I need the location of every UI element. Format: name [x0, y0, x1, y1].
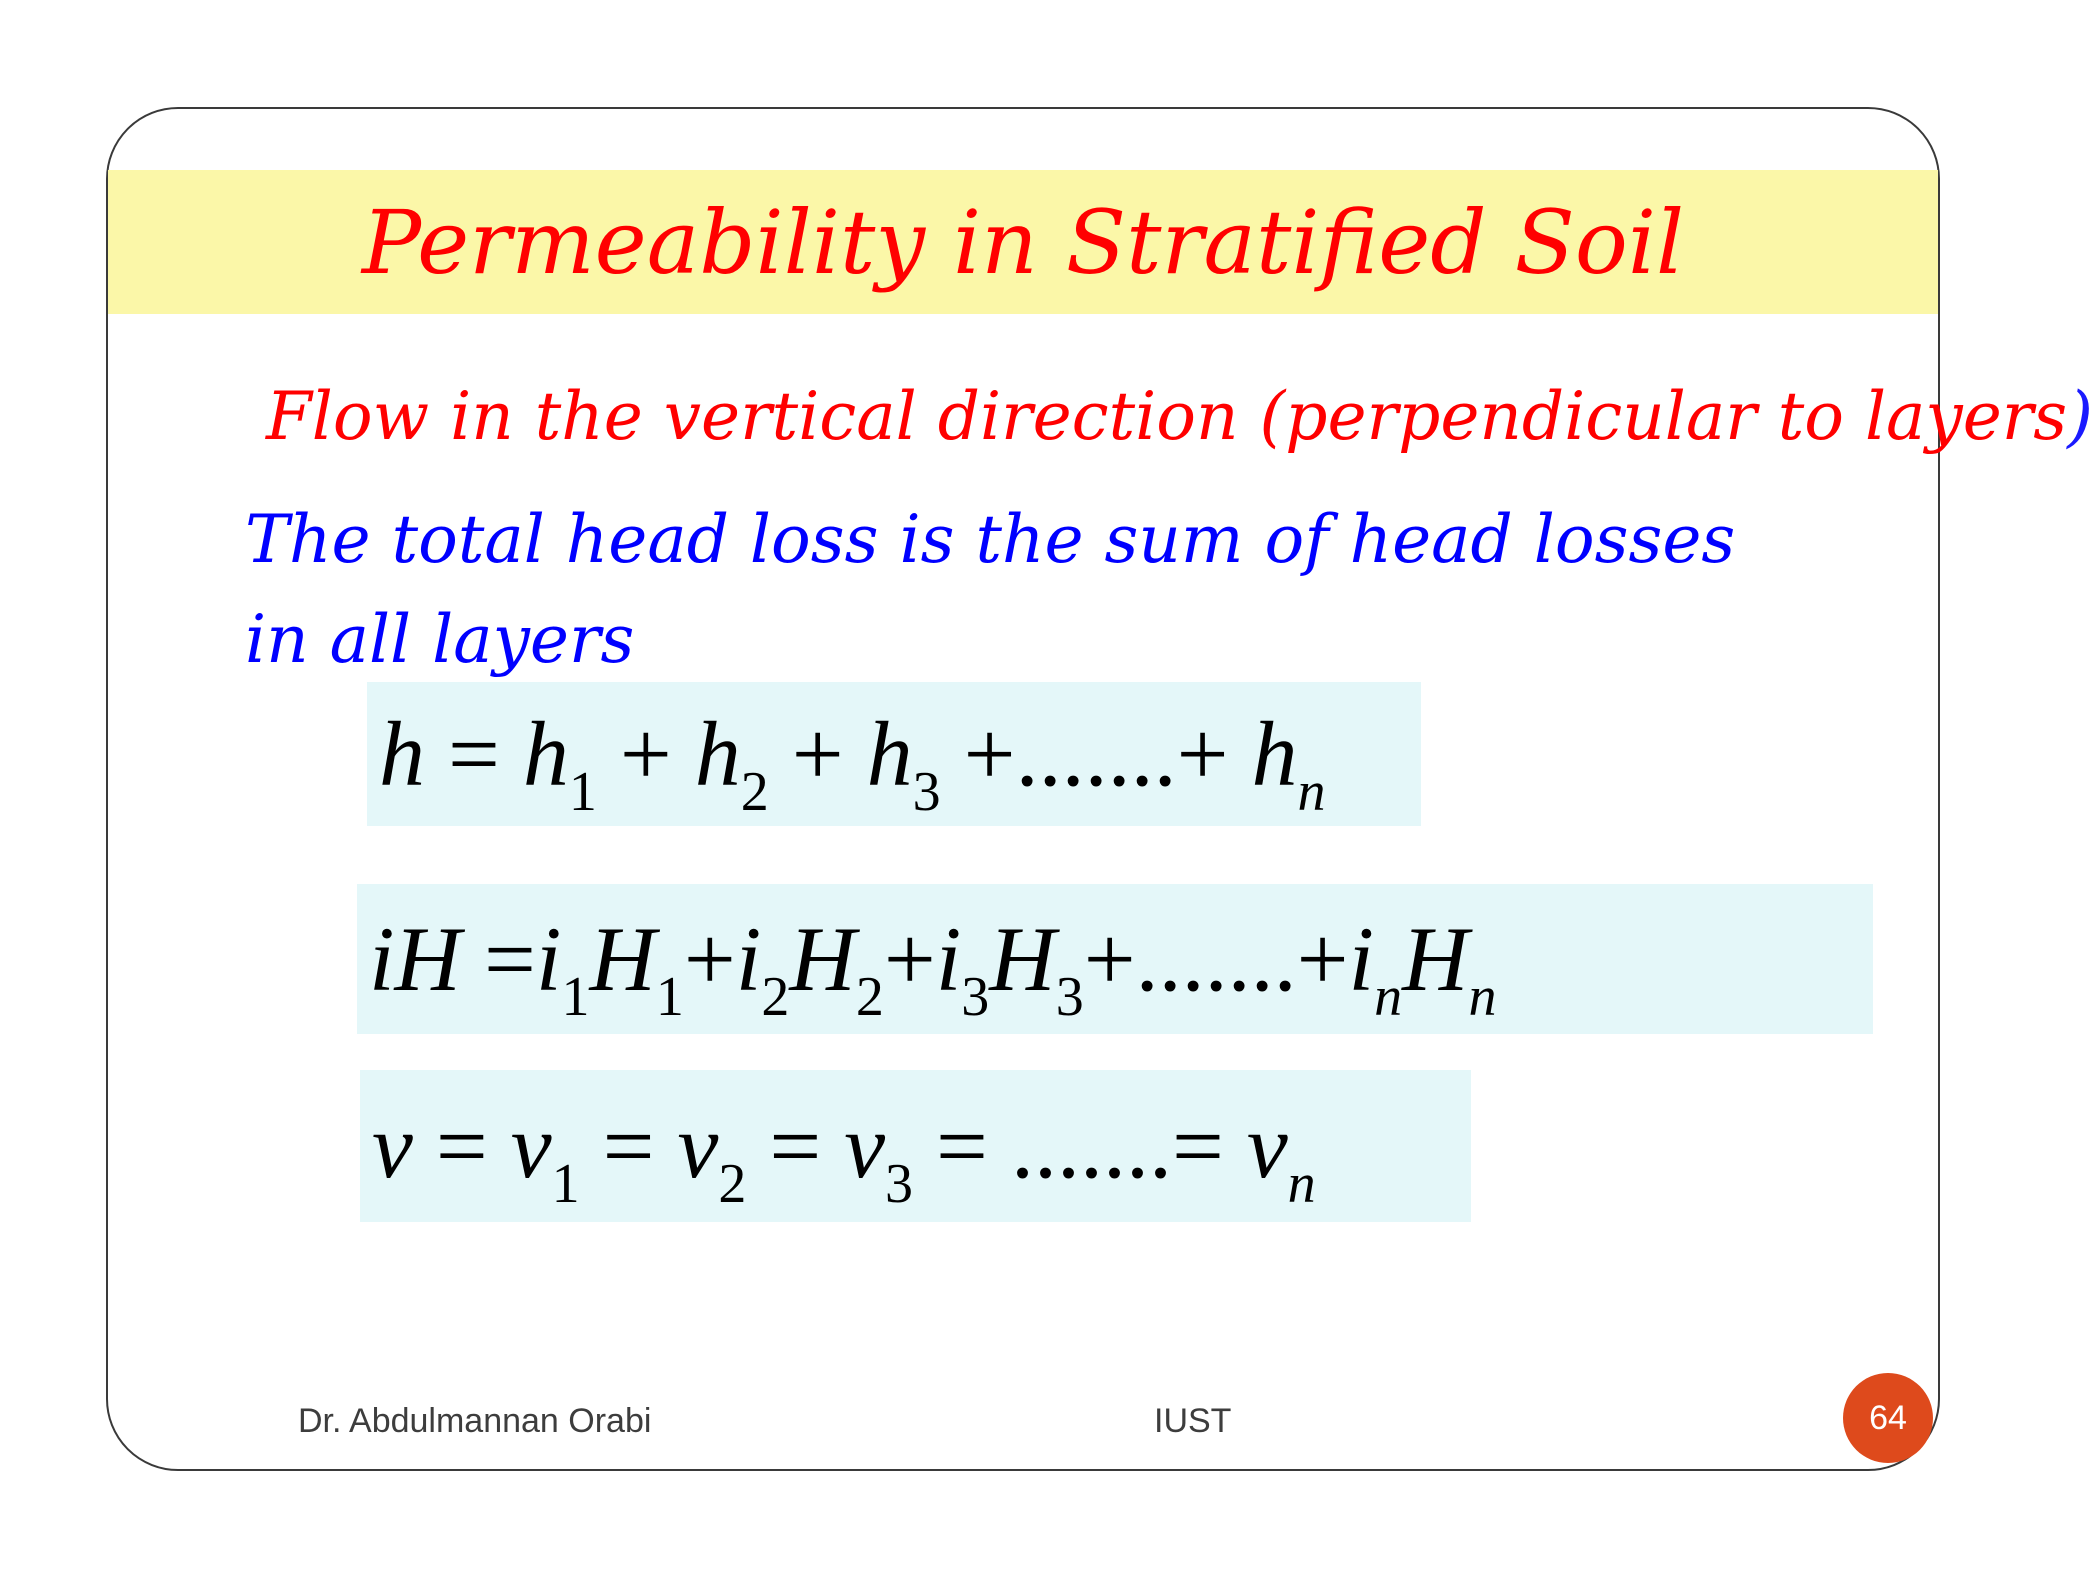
eq1-sub-n: n — [1297, 761, 1326, 824]
eq2-in: i — [1348, 908, 1375, 1010]
eq2-sub: n — [1374, 966, 1403, 1029]
eq1-plus: + — [1176, 703, 1229, 805]
eq1-h: h — [379, 703, 425, 805]
slide-subtitle — [266, 372, 2093, 462]
eq2-sub: 2 — [855, 966, 884, 1029]
equation-velocity — [360, 1070, 1471, 1222]
subtitle-text: Flow in the vertical direction (perpendicular to layers — [266, 378, 2068, 455]
eq2-i1: i — [535, 908, 562, 1010]
eq2-i2: i — [735, 908, 762, 1010]
eq2-sub: n — [1468, 966, 1497, 1029]
footer-author: Dr. Abdulmannan Orabi — [298, 1402, 652, 1440]
eq2-H2: H — [789, 908, 856, 1010]
eq3-v2: v — [677, 1095, 719, 1197]
equation-gradient-thickness — [357, 884, 1873, 1034]
eq3-equals: = — [435, 1095, 488, 1197]
eq2-dots: ....... — [1135, 908, 1297, 1010]
eq1-sub-3: 3 — [912, 761, 941, 824]
eq1-h1: h — [522, 703, 569, 805]
equation-head-loss — [367, 682, 1421, 826]
slide-title: Permeability in Stratified Soil — [361, 191, 1685, 294]
eq1-plus: + — [619, 703, 672, 805]
eq1-sub-2: 2 — [740, 761, 769, 824]
eq2-sub: 1 — [561, 966, 590, 1029]
eq2-H1: H — [589, 908, 656, 1010]
eq2-sub: 3 — [1055, 966, 1084, 1029]
page-number-badge: 64 — [1843, 1373, 1933, 1463]
eq2-i3: i — [935, 908, 962, 1010]
eq3-sub: n — [1287, 1153, 1316, 1216]
body-text: The total head loss is the sum of head losses in all layers — [245, 501, 1736, 678]
eq3-sub: 1 — [551, 1153, 580, 1216]
eq2-sub: 2 — [761, 966, 790, 1029]
eq3-equals: = — [769, 1095, 822, 1197]
eq1-h3: h — [866, 703, 913, 805]
eq2-plus: + — [883, 908, 936, 1010]
eq2-sub: 3 — [961, 966, 990, 1029]
eq2-equals: = — [484, 908, 536, 1010]
eq1-h2: h — [694, 703, 741, 805]
subtitle-close-paren: ) — [2067, 378, 2093, 455]
eq1-dots: ....... — [1015, 703, 1177, 805]
eq2-plus: + — [1083, 908, 1136, 1010]
eq1-plus: + — [963, 703, 1016, 805]
eq3-equals: = — [602, 1095, 655, 1197]
eq3-equals: = — [1171, 1095, 1224, 1197]
eq3-sub: 2 — [718, 1153, 747, 1216]
eq2-plus: + — [683, 908, 736, 1010]
eq1-hn: h — [1251, 703, 1298, 805]
eq3-v: v — [372, 1095, 413, 1197]
eq2-sub: 1 — [655, 966, 684, 1029]
eq2-H3: H — [989, 908, 1056, 1010]
eq3-equals: = — [936, 1095, 988, 1197]
eq3-vn: v — [1246, 1095, 1288, 1197]
eq1-sub-1: 1 — [568, 761, 597, 824]
eq2-Hn: H — [1402, 908, 1469, 1010]
eq3-v3: v — [844, 1095, 886, 1197]
eq3-sub: 3 — [885, 1153, 914, 1216]
eq1-plus: + — [791, 703, 844, 805]
footer-organization: IUST — [1154, 1402, 1232, 1440]
eq1-equals: = — [448, 703, 500, 805]
eq3-v1: v — [510, 1095, 552, 1197]
eq3-dots: ....... — [1010, 1095, 1172, 1197]
eq2-lhs: iH — [369, 908, 461, 1010]
eq2-plus: + — [1296, 908, 1349, 1010]
